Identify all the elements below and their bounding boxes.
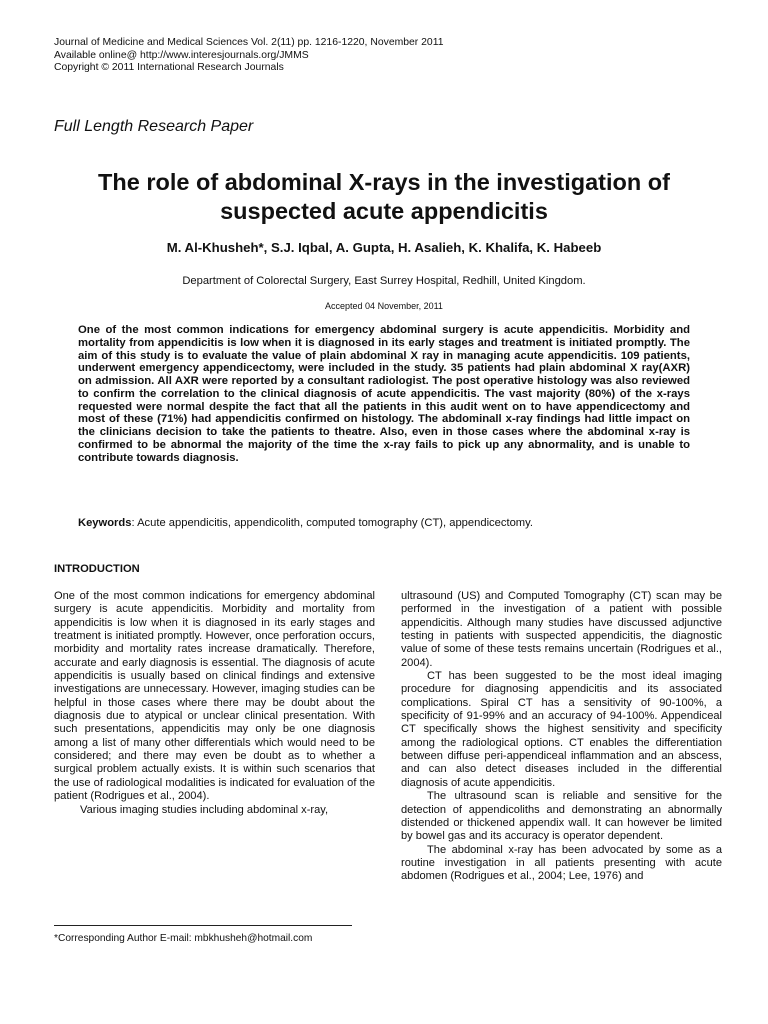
intro-paragraph: ultrasound (US) and Computed Tomography (CT) scan may be performed in the investigation of a patient with possible appendicitis. Although many studies have discussed adjunctive testing in patients with suspected appendicitis, the diagnostic value of some of these tests remains uncertain (Rodrigues et al., 2004). [401,590,722,669]
footnote-divider [54,925,352,926]
intro-paragraph: Various imaging studies including abdominal x-ray, [80,803,329,816]
intro-paragraph: The ultrasound scan is reliable and sensitive for the detection of appendicoliths and demonstrating an abnormally distended or thickened appendix wall. It can however be limited by bowel gas and its accuracy is operator dependent. [401,790,722,843]
journal-copyright: Copyright © 2011 International Research Journals [54,62,284,74]
journal-availability[interactable]: Available online@ http://www.interesjournals.org/JMMS [54,49,309,61]
affiliation: Department of Colorectal Surgery, East Surrey Hospital, Redhill, United Kingdom. [182,275,586,287]
intro-paragraph: The abdominal x-ray has been advocated by some as a routine investigation in all patients presenting with acute abdomen (Rodrigues et al., 2004; Lee, 1976) and [401,843,722,883]
intro-paragraph: CT has been suggested to be the most ideal imaging procedure for diagnosing appendicitis and its associated complications. Spiral CT has a sensitivity of 90-100%, a specificity of 91-99% and an accuracy of 94-100%. Appendiceal CT specifically shows the highest sensitivity and specificity among the radiological options. CT enables the differentiation between diffuse peri-appendiceal inflammation and an abscess, and can also detect diseases included in the differential diagnosis of acute appendicitis. [401,670,722,789]
paper-title: The role of abdominal X-rays in the investigation of suspected acute appendicitis [98,169,670,224]
author-list: M. Al-Khusheh*, S.J. Iqbal, A. Gupta, H. Asalieh, K. Khalifa, K. Habeeb [166,240,602,255]
keywords [78,516,690,530]
right-column [401,590,722,884]
journal-citation: Journal of Medicine and Medical Sciences Vol. 2(11) pp. 1216-1220, November 2011 [54,37,444,48]
paper-type: Full Length Research Paper [54,118,254,135]
corresponding-author-footnote: *Corresponding Author E-mail: mbkhusheh@hotmail.com [54,933,313,944]
accepted-date: Accepted 04 November, 2011 [325,301,443,311]
intro-paragraph: One of the most common indications for emergency abdominal surgery is acute appendicitis. Morbidity and mortality from appendicitis is low when it is diagnosed in its early stages and treatment is initiated promptly. However, once perforation occurs, morbidity and mortality rates increase dramatically. Therefore, accurate and early diagnosis is essential. The diagnosis of acute appendicitis is usually based on clinical findings and extensive investigations are unnecessary. However, imaging studies can be helpful in those cases where there may be doubt about the diagnosis due to atypical or unclear clinical presentation. With such presentations, appendicitis may only be one diagnosis among a list of many other differentials which would need to be considered; and there may even be doubt as to whether a surgical problem actually exists. It is within such scenarios that the use of radiological modalities is indicated for evaluation of the patient (Rodrigues et al., 2004). [54,590,375,803]
keywords-text: : Acute appendicitis, appendicolith, computed tomography (CT), appendicectomy. [131,517,533,529]
introduction-heading: INTRODUCTION [54,563,140,575]
journal-header [54,37,444,75]
left-column [54,590,375,817]
keywords-label: Keywords [78,517,132,529]
abstract: One of the most common indications for emergency abdominal surgery is acute appendicitis. Morbidity and mortality from appendicitis is low when it is diagnosed in its early stages and treatment is initiated promptly. The aim of this study is to evaluate the value of plain abdominal X ray in managing acute appendicitis. 109 patients, underwent emergency appendicectomy, were included in the study. 35 patients had plain abdominal X ray(AXR) on admission. All AXR were reported by a consultant radiologist. The post operative histology was also reviewed to confirm the correlation to the clinical diagnosis of acute appendicitis. The vast majority (80%) of the x-rays requested were normal despite the fact that all the patients in this audit went on to have appendicectomy and most of these (71%) had appendicitis confirmed on histology. The abdominall x-ray findings had little impact on the clinicians decision to take the patients to theatre. Also, even in those cases where the abdominal x-ray is confirmed to be abnormal the majority of the time the x-ray fails to pick up any abnormality, and is unable to contribute towards diagnosis. [78,324,690,464]
